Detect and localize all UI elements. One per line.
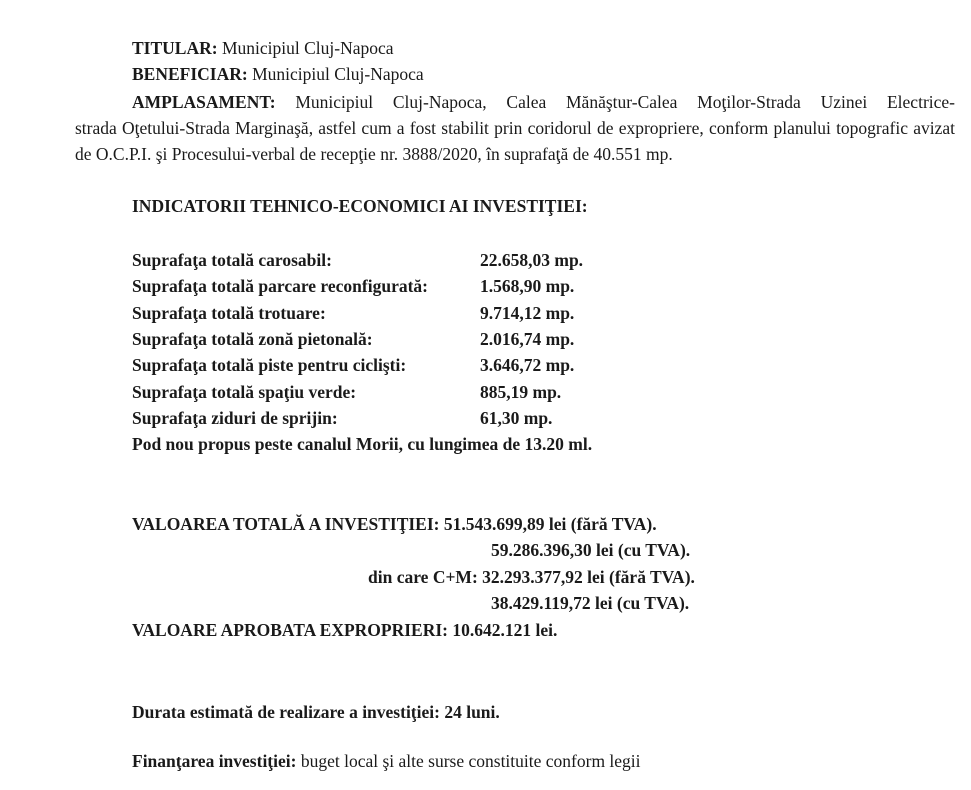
titular-line [132,38,394,59]
indicator-row [132,303,574,324]
indicator-value: 9.714,12 mp. [480,302,575,323]
indicator-label: Suprafaţa totală zonă pietonală: [132,328,373,349]
indicator-row [132,382,561,403]
total-value-line [132,514,657,535]
duration-line [132,702,500,723]
expropriation-label: VALOARE APROBATA EXPROPRIERI: [132,620,449,640]
amplasament-rest: strada Oţetului-Strada Marginaşă, astfel cum a fost stabilit prin coridorul de expropriere, conform planului topografic avizat de O.C.P.I. şi Procesului-verbal de recepţie nr. 3888/2020, în suprafaţă de 40.551 mp. [75,118,955,164]
indicator-value: 22.658,03 mp. [480,250,584,270]
indicator-row [132,355,574,376]
beneficiar-value: Municipiul Cluj-Napoca [247,64,424,84]
indicator-label: Suprafaţa ziduri de sprijin: [132,407,338,428]
beneficiar-label: BENEFICIAR: [132,64,248,84]
amplasament-label: AMPLASAMENT: [132,92,276,112]
total-with-vat: 59.286.396,30 lei (cu TVA). [491,540,691,560]
indicators-heading: INDICATORII TEHNICO-ECONOMICI AI INVESTIŢIEI: [132,196,588,216]
amplasament-paragraph [75,89,955,167]
titular-label: TITULAR: [132,38,218,58]
indicator-row [132,250,583,271]
total-value-label: VALOAREA TOTALĂ A INVESTIŢIEI: [132,514,440,534]
expropriation-value: 10.642.121 lei. [448,620,558,640]
indicator-value: 3.646,72 mp. [480,355,575,376]
duration-label: Durata estimată de realizare a investiţiei [132,702,435,722]
bridge-note: Pod nou propus peste canalul Morii, cu lungimea de 13.20 ml. [132,434,593,454]
cm-label: din care C+M: [368,567,478,587]
indicator-label: Suprafaţa totală carosabil: [132,250,332,270]
amplasament-first-line [75,89,955,115]
indicator-label: Suprafaţa totală spaţiu verde: [132,381,357,402]
beneficiar-line [132,64,424,85]
indicator-value: 1.568,90 mp. [480,276,575,297]
indicator-row [132,276,574,297]
financing-line [132,751,641,772]
indicator-value: 2.016,74 mp. [480,328,575,349]
cm-with-vat: 38.429.119,72 lei (cu TVA). [491,593,690,613]
expropriation-line [132,620,557,641]
financing-label: Finanţarea investiţiei: [132,751,297,771]
titular-value: Municipiul Cluj-Napoca [217,38,394,58]
indicator-label: Suprafaţa totală trotuare: [132,302,326,323]
indicator-label: Suprafaţa totală piste pentru ciclişti: [132,355,407,376]
indicator-row [132,408,552,429]
financing-value: buget local şi alte surse constituite conform legii [296,751,641,771]
indicator-value: 61,30 mp. [480,407,553,428]
indicator-value: 885,19 mp. [480,381,562,402]
indicator-row [132,329,574,350]
amplasament-line1: Municipiul Cluj-Napoca, Calea Mănăştur-Calea Moţilor-Strada Uzinei Electrice- [275,92,955,112]
cm-no-vat: 32.293.377,92 lei (fără TVA). [477,567,695,587]
total-no-vat: 51.543.699,89 lei (fără TVA). [439,514,657,534]
duration-value: : 24 luni. [434,702,500,722]
indicator-label: Suprafaţa totală parcare reconfigurată: [132,276,428,297]
cm-line [368,567,695,588]
